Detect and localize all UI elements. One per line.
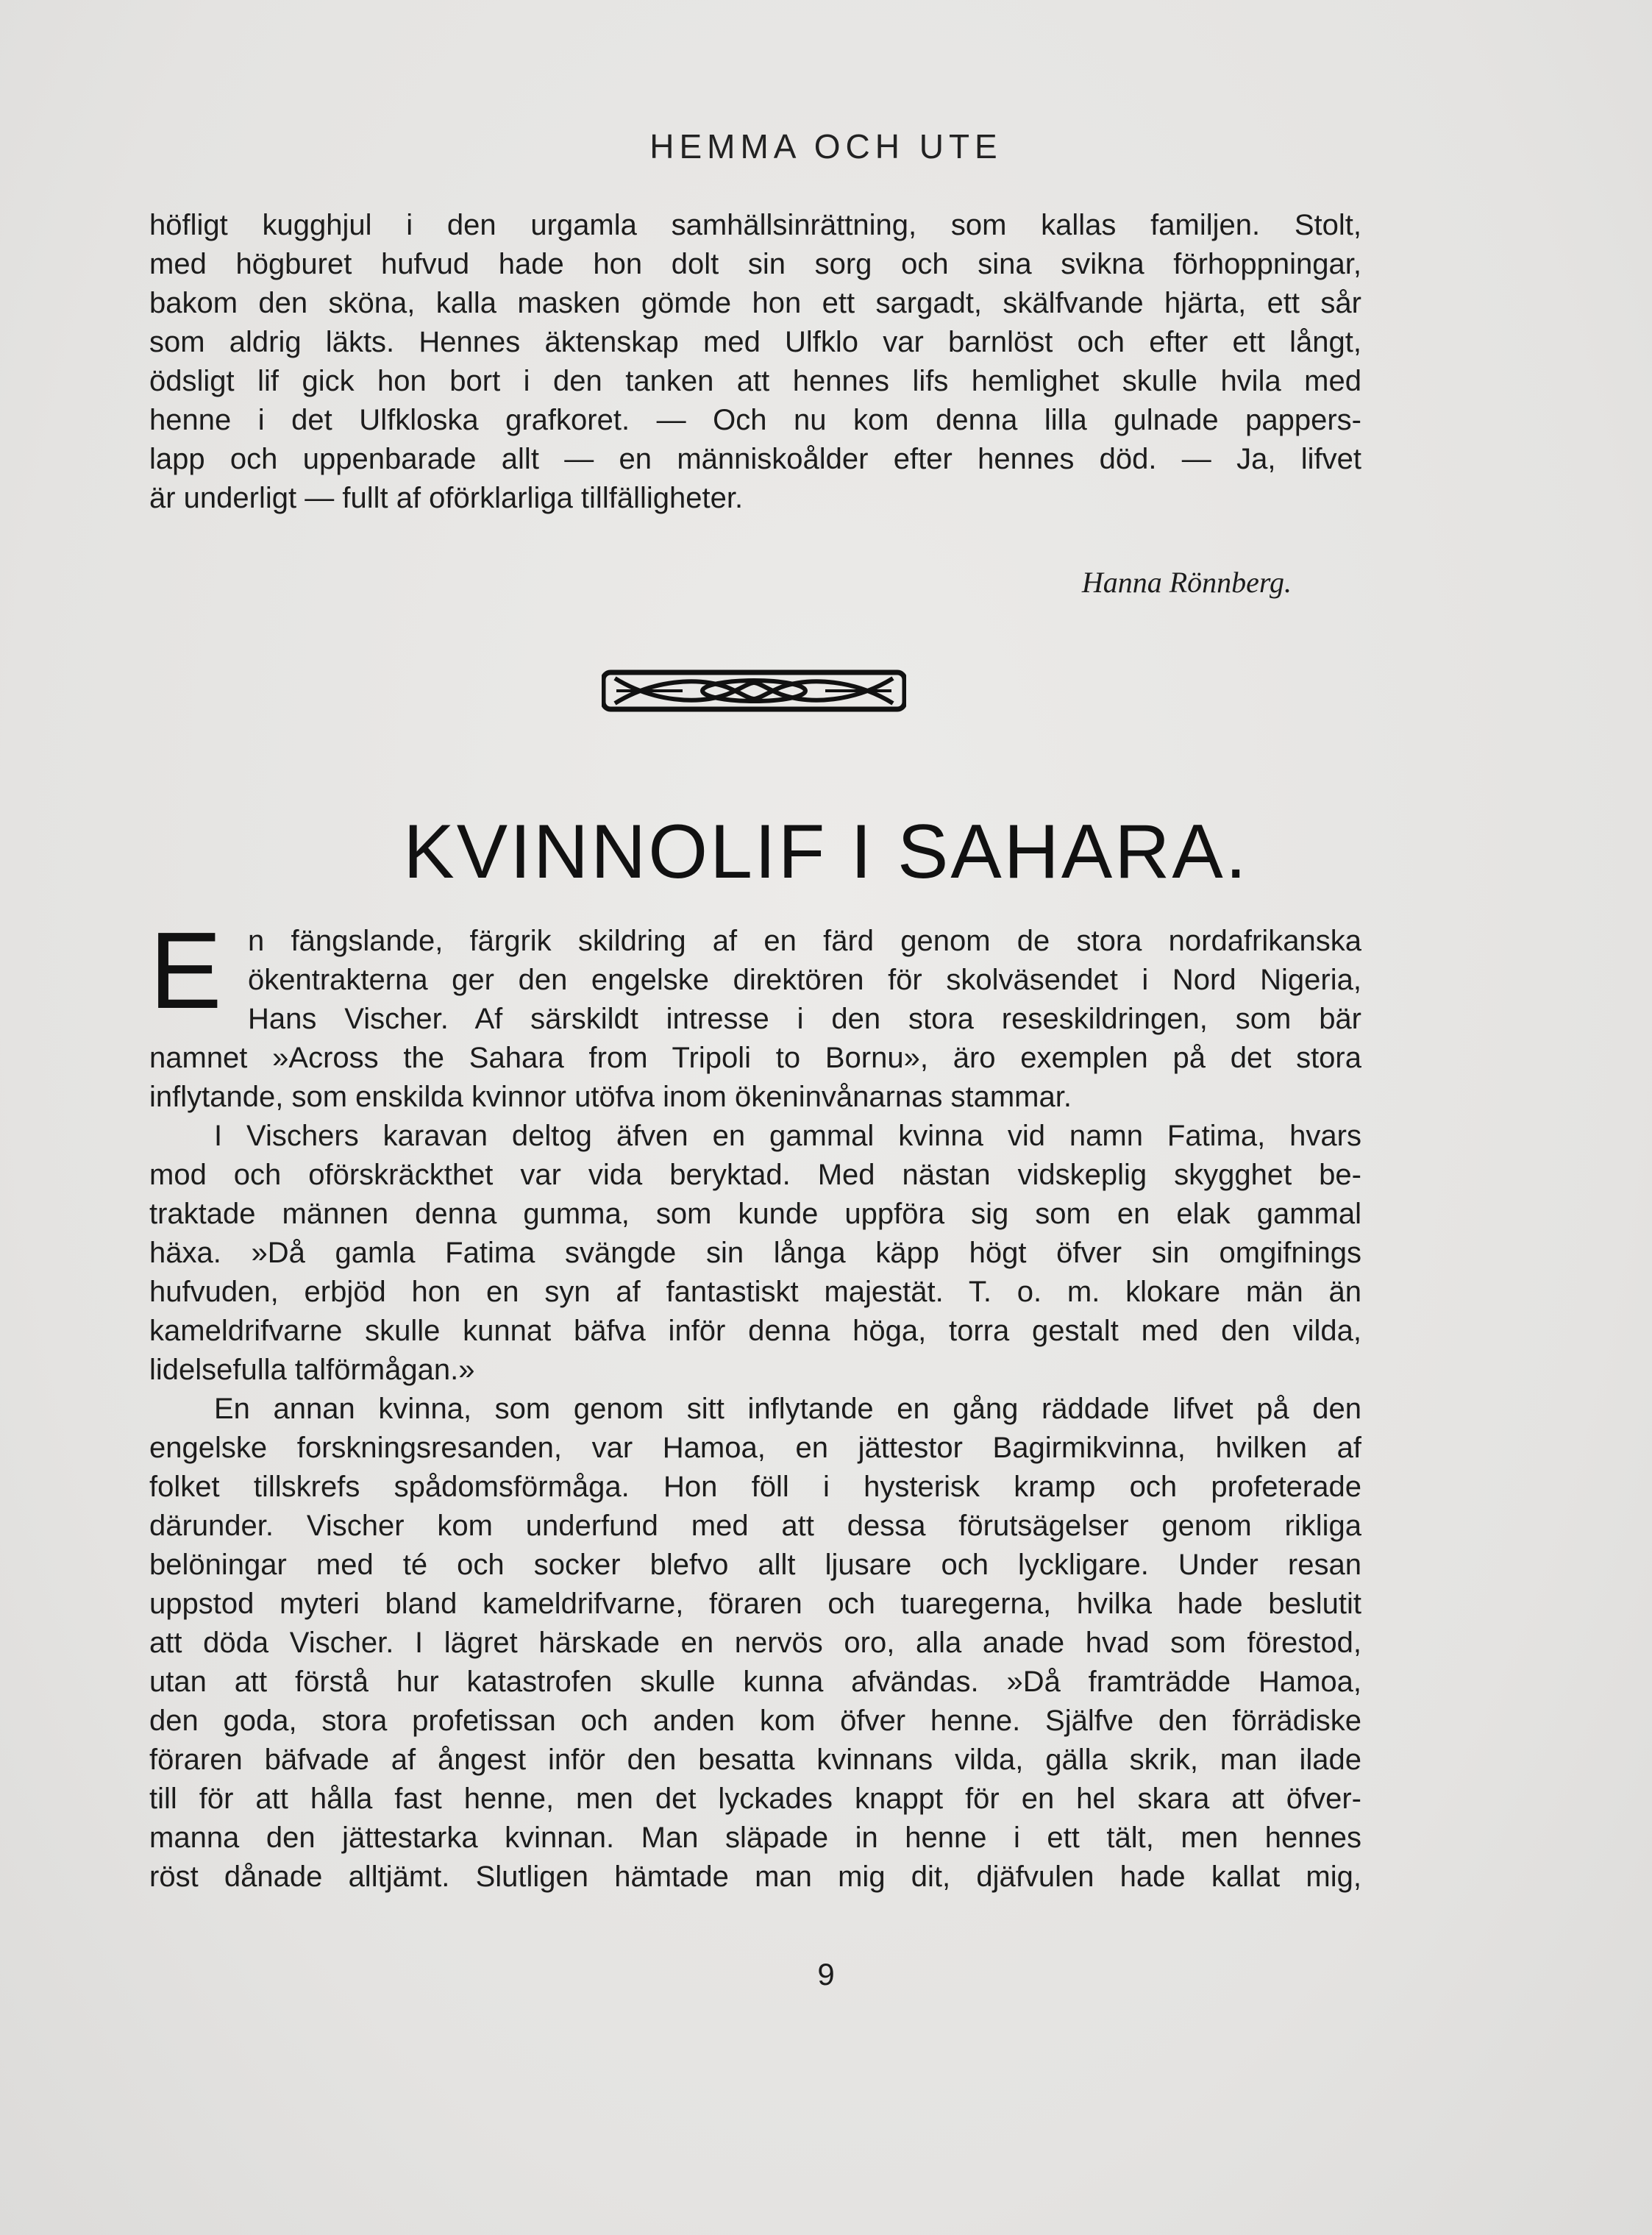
- text-line: folket tillskrefs spådomsförmåga. Hon föll i hysterisk kramp och profeterade: [149, 1471, 1361, 1503]
- text-line: henne i det Ulfkloska grafkoret. — Och nu kom denna lilla gulnade pappers-: [149, 404, 1361, 436]
- text-line: häxa. »Då gamla Fatima svängde sin långa käpp högt öfver sin omgifnings: [149, 1237, 1361, 1269]
- text-line: till för att hålla fast henne, men det lyckades knappt för en hel skara att öfver-: [149, 1783, 1361, 1815]
- text-line: är underligt — fullt af oförklarliga tillfälligheter.: [149, 482, 744, 514]
- text-line: namnet »Across the Sahara from Tripoli to Bornu», äro exemplen på det stora: [149, 1042, 1361, 1074]
- text-line: hufvuden, erbjöd hon en syn af fantastiskt majestät. T. o. m. klokare män än: [149, 1276, 1361, 1308]
- text-line: höfligt kugghjul i den urgamla samhällsinrättning, som kallas familjen. Stolt,: [149, 209, 1361, 241]
- text-line: En annan kvinna, som genom sitt inflytande en gång räddade lifvet på den: [214, 1393, 1361, 1425]
- text-line: den goda, stora profetissan och anden kom öfver henne. Själfve den förrädiske: [149, 1705, 1361, 1737]
- text-line: belöningar med té och socker blefvo allt ljusare och lyckligare. Under resan: [149, 1549, 1361, 1581]
- text-line: n fängslande, färgrik skildring af en färd genom de stora nordafrikanska: [248, 925, 1361, 957]
- drop-cap: E: [149, 910, 222, 1031]
- ornament-divider-icon: [602, 665, 906, 717]
- text-line: ödsligt lif gick hon bort i den tanken att hennes lifs hemlighet skulle hvila med: [149, 365, 1361, 397]
- text-line: med högburet hufvud hade hon dolt sin sorg och sina svikna förhoppningar,: [149, 248, 1361, 280]
- author-signature: Hanna Rönnberg.: [1081, 566, 1292, 599]
- text-line: mod och oförskräckthet var vida beryktad. Med nästan vidskeplig skygghet be-: [149, 1159, 1361, 1191]
- paragraph-3: [149, 1390, 1361, 1897]
- text-line: utan att förstå hur katastrofen skulle kunna afvändas. »Då framträdde Hamoa,: [149, 1666, 1361, 1698]
- text-line: engelske forskningsresanden, var Hamoa, en jättestor Bagirmikvinna, hvilken af: [149, 1432, 1361, 1464]
- text-line: röst dånade alltjämt. Slutligen hämtade man mig dit, djäfvulen hade kallat mig,: [149, 1861, 1361, 1893]
- text-line: kameldrifvarne skulle kunnat bäfva inför denna höga, torra gestalt med den vilda,: [149, 1315, 1361, 1347]
- text-line: ökentrakterna ger den engelske direktören för skolväsendet i Nord Nigeria,: [248, 964, 1361, 996]
- paragraph-2: [149, 1117, 1361, 1390]
- running-head: HEMMA OCH UTE: [649, 127, 1003, 166]
- paragraph-1: [149, 922, 1361, 1117]
- text-line: som aldrig läkts. Hennes äktenskap med Ulfklo var barnlöst och efter ett långt,: [149, 326, 1361, 358]
- text-line: traktade männen denna gumma, som kunde uppföra sig som en elak gammal: [149, 1198, 1361, 1230]
- article-title: KVINNOLIF I SAHARA.: [403, 809, 1249, 895]
- text-line: manna den jättestarka kvinnan. Man släpade in henne i ett tält, men hennes: [149, 1822, 1361, 1854]
- text-line: Hans Vischer. Af särskildt intresse i den stora reseskildringen, som bär: [248, 1003, 1361, 1035]
- text-line: att döda Vischer. I lägret härskade en nervös oro, alla anade hvad som förestod,: [149, 1627, 1361, 1659]
- text-line: därunder. Vischer kom underfund med att dessa förutsägelser genom rikliga: [149, 1510, 1361, 1542]
- continuation-text: [149, 206, 1361, 518]
- text-line: bakom den sköna, kalla masken gömde hon ett sargadt, skälfvande hjärta, ett sår: [149, 287, 1361, 319]
- text-line: uppstod myteri bland kameldrifvarne, föraren och tuaregerna, hvilka hade beslutit: [149, 1588, 1361, 1620]
- text-line: inflytande, som enskilda kvinnor utöfva inom ökeninvånarnas stammar.: [149, 1081, 1072, 1113]
- text-line: föraren bäfvade af ångest inför den besatta kvinnans vilda, gälla skrik, man ilade: [149, 1744, 1361, 1776]
- text-line: lidelsefulla talförmågan.»: [149, 1354, 475, 1386]
- text-line: lapp och uppenbarade allt — en människoålder efter hennes död. — Ja, lifvet: [149, 443, 1361, 475]
- page-number: 9: [817, 1957, 835, 1991]
- text-line: I Vischers karavan deltog äfven en gammal kvinna vid namn Fatima, hvars: [214, 1120, 1361, 1152]
